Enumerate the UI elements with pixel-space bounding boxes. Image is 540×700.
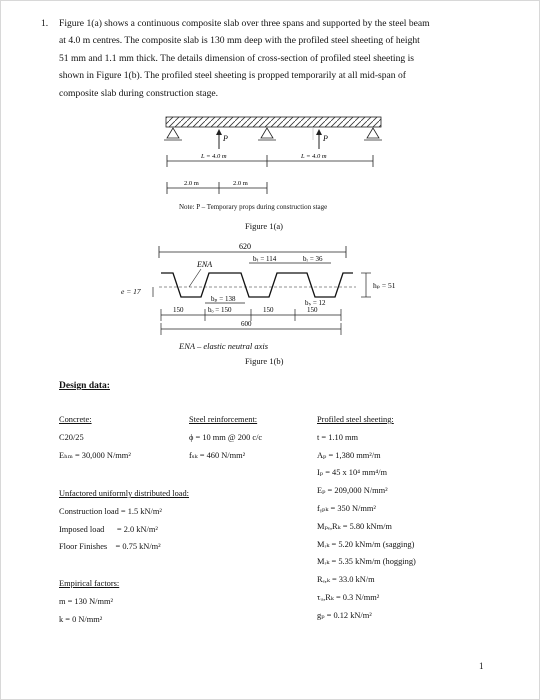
dim-150-d: 150 — [307, 306, 318, 314]
dim-150-b: bₒ = 150 — [208, 306, 232, 314]
dim-br: bᵣ = 36 — [303, 255, 323, 263]
question-line: 51 mm and 1.1 mm thick. The details dimension of cross-section of profiled steel sheeting is — [59, 52, 414, 64]
empirical-line: m = 130 N/mm² — [59, 596, 113, 606]
dim-e: e = 17 — [121, 287, 141, 296]
sheeting-line: Aₚ = 1,380 mm²/m — [317, 450, 381, 460]
sheeting-line: Mᵣₖ = 5.35 kNm/m (hogging) — [317, 557, 416, 567]
loads-line: Construction load = 1.5 kN/m² — [59, 506, 162, 516]
prop-label-1: P — [223, 134, 228, 143]
profiled-sheeting — [161, 273, 353, 297]
dim-bt: bₜ = 114 — [253, 255, 277, 263]
design-data-heading: Design data: — [59, 381, 110, 391]
sheeting-line: t = 1.10 mm — [317, 432, 359, 442]
figure-note: Note: P – Temporary props during construction stage — [179, 203, 328, 211]
loads-block — [59, 485, 189, 556]
concrete-line: C20/25 — [59, 432, 84, 442]
dim-bs: bₛ = 12 — [305, 299, 326, 307]
sheeting-line: τᵤ,Rₖ = 0.3 N/mm² — [317, 592, 380, 602]
question-line: Figure 1(a) shows a continuous composite slab over three spans and supported by the steel beam — [59, 18, 430, 29]
steel-title: Steel reinforcement: — [189, 415, 258, 424]
figure-1a-caption: Figure 1(a) — [245, 221, 284, 231]
dim-hp: hₚ = 51 — [373, 281, 396, 290]
loads-title: Unfactored uniformly distributed load: — [59, 489, 190, 498]
sheeting-line: Iₚ = 45 x 10⁴ mm⁴/m — [317, 468, 387, 478]
figure-1b-diagram — [1, 1, 540, 381]
sheeting-line: Mᵣₖ = 5.20 kNm/m (sagging) — [317, 539, 415, 549]
sheeting-line: fᵧₚₖ = 350 N/mm² — [317, 503, 376, 513]
sheeting-title: Profiled steel sheeting: — [317, 415, 394, 424]
span-1-label: L = 4.0 m — [201, 153, 227, 160]
sheeting-block — [317, 411, 416, 625]
sheeting-line: Mₚₑ,Rₖ = 5.80 kNm/m — [317, 521, 392, 531]
concrete-title: Concrete: — [59, 415, 92, 424]
question-line: shown in Figure 1(b). The profiled steel sheeting is propped temporarily at all mid-span of — [59, 70, 406, 82]
sheeting-line: Rₑ,ₖ = 33.0 kN/m — [317, 575, 375, 585]
steel-line: ϕ = 10 mm @ 200 c/c — [189, 432, 263, 442]
question-line: at 4.0 m centres. The composite slab is 130 mm deep with the profiled steel sheeting of height — [59, 35, 420, 47]
empirical-block — [59, 575, 119, 628]
half-1-label: 2.0 m — [184, 180, 199, 187]
page-number: 1 — [479, 661, 484, 671]
half-2-label: 2.0 m — [233, 180, 248, 187]
sheeting-line: gₚ = 0.12 kN/m² — [317, 610, 372, 620]
span-2-label: L = 4.0 m — [301, 153, 327, 160]
dim-bp: bₚ = 138 — [211, 295, 236, 303]
figure-1b-caption: Figure 1(b) — [245, 356, 284, 366]
loads-line: Imposed load = 2.0 kN/m² — [59, 524, 158, 534]
dim-150-a: 150 — [173, 306, 184, 314]
steel-block — [189, 411, 262, 464]
concrete-line: Eₕₘ = 30,000 N/mm² — [59, 450, 131, 460]
prop-label-2: P — [323, 134, 328, 143]
concrete-block — [59, 411, 131, 464]
dim-600: 600 — [241, 320, 252, 328]
empirical-line: k = 0 N/mm² — [59, 614, 103, 624]
loads-line: Floor Finishes = 0.75 kN/m² — [59, 542, 161, 552]
sheeting-line: Eₚ = 209,000 N/mm² — [317, 486, 388, 496]
question-line: composite slab during construction stage. — [59, 87, 219, 99]
ena-label: ENA — [197, 260, 213, 269]
steel-line: fₛₖ = 460 N/mm² — [189, 450, 246, 460]
question-number: 1. — [41, 18, 49, 29]
dim-150-c: 150 — [263, 306, 274, 314]
ena-definition: ENA – elastic neutral axis — [179, 341, 269, 351]
dim-620: 620 — [239, 242, 251, 251]
empirical-title: Empirical factors: — [59, 579, 120, 588]
